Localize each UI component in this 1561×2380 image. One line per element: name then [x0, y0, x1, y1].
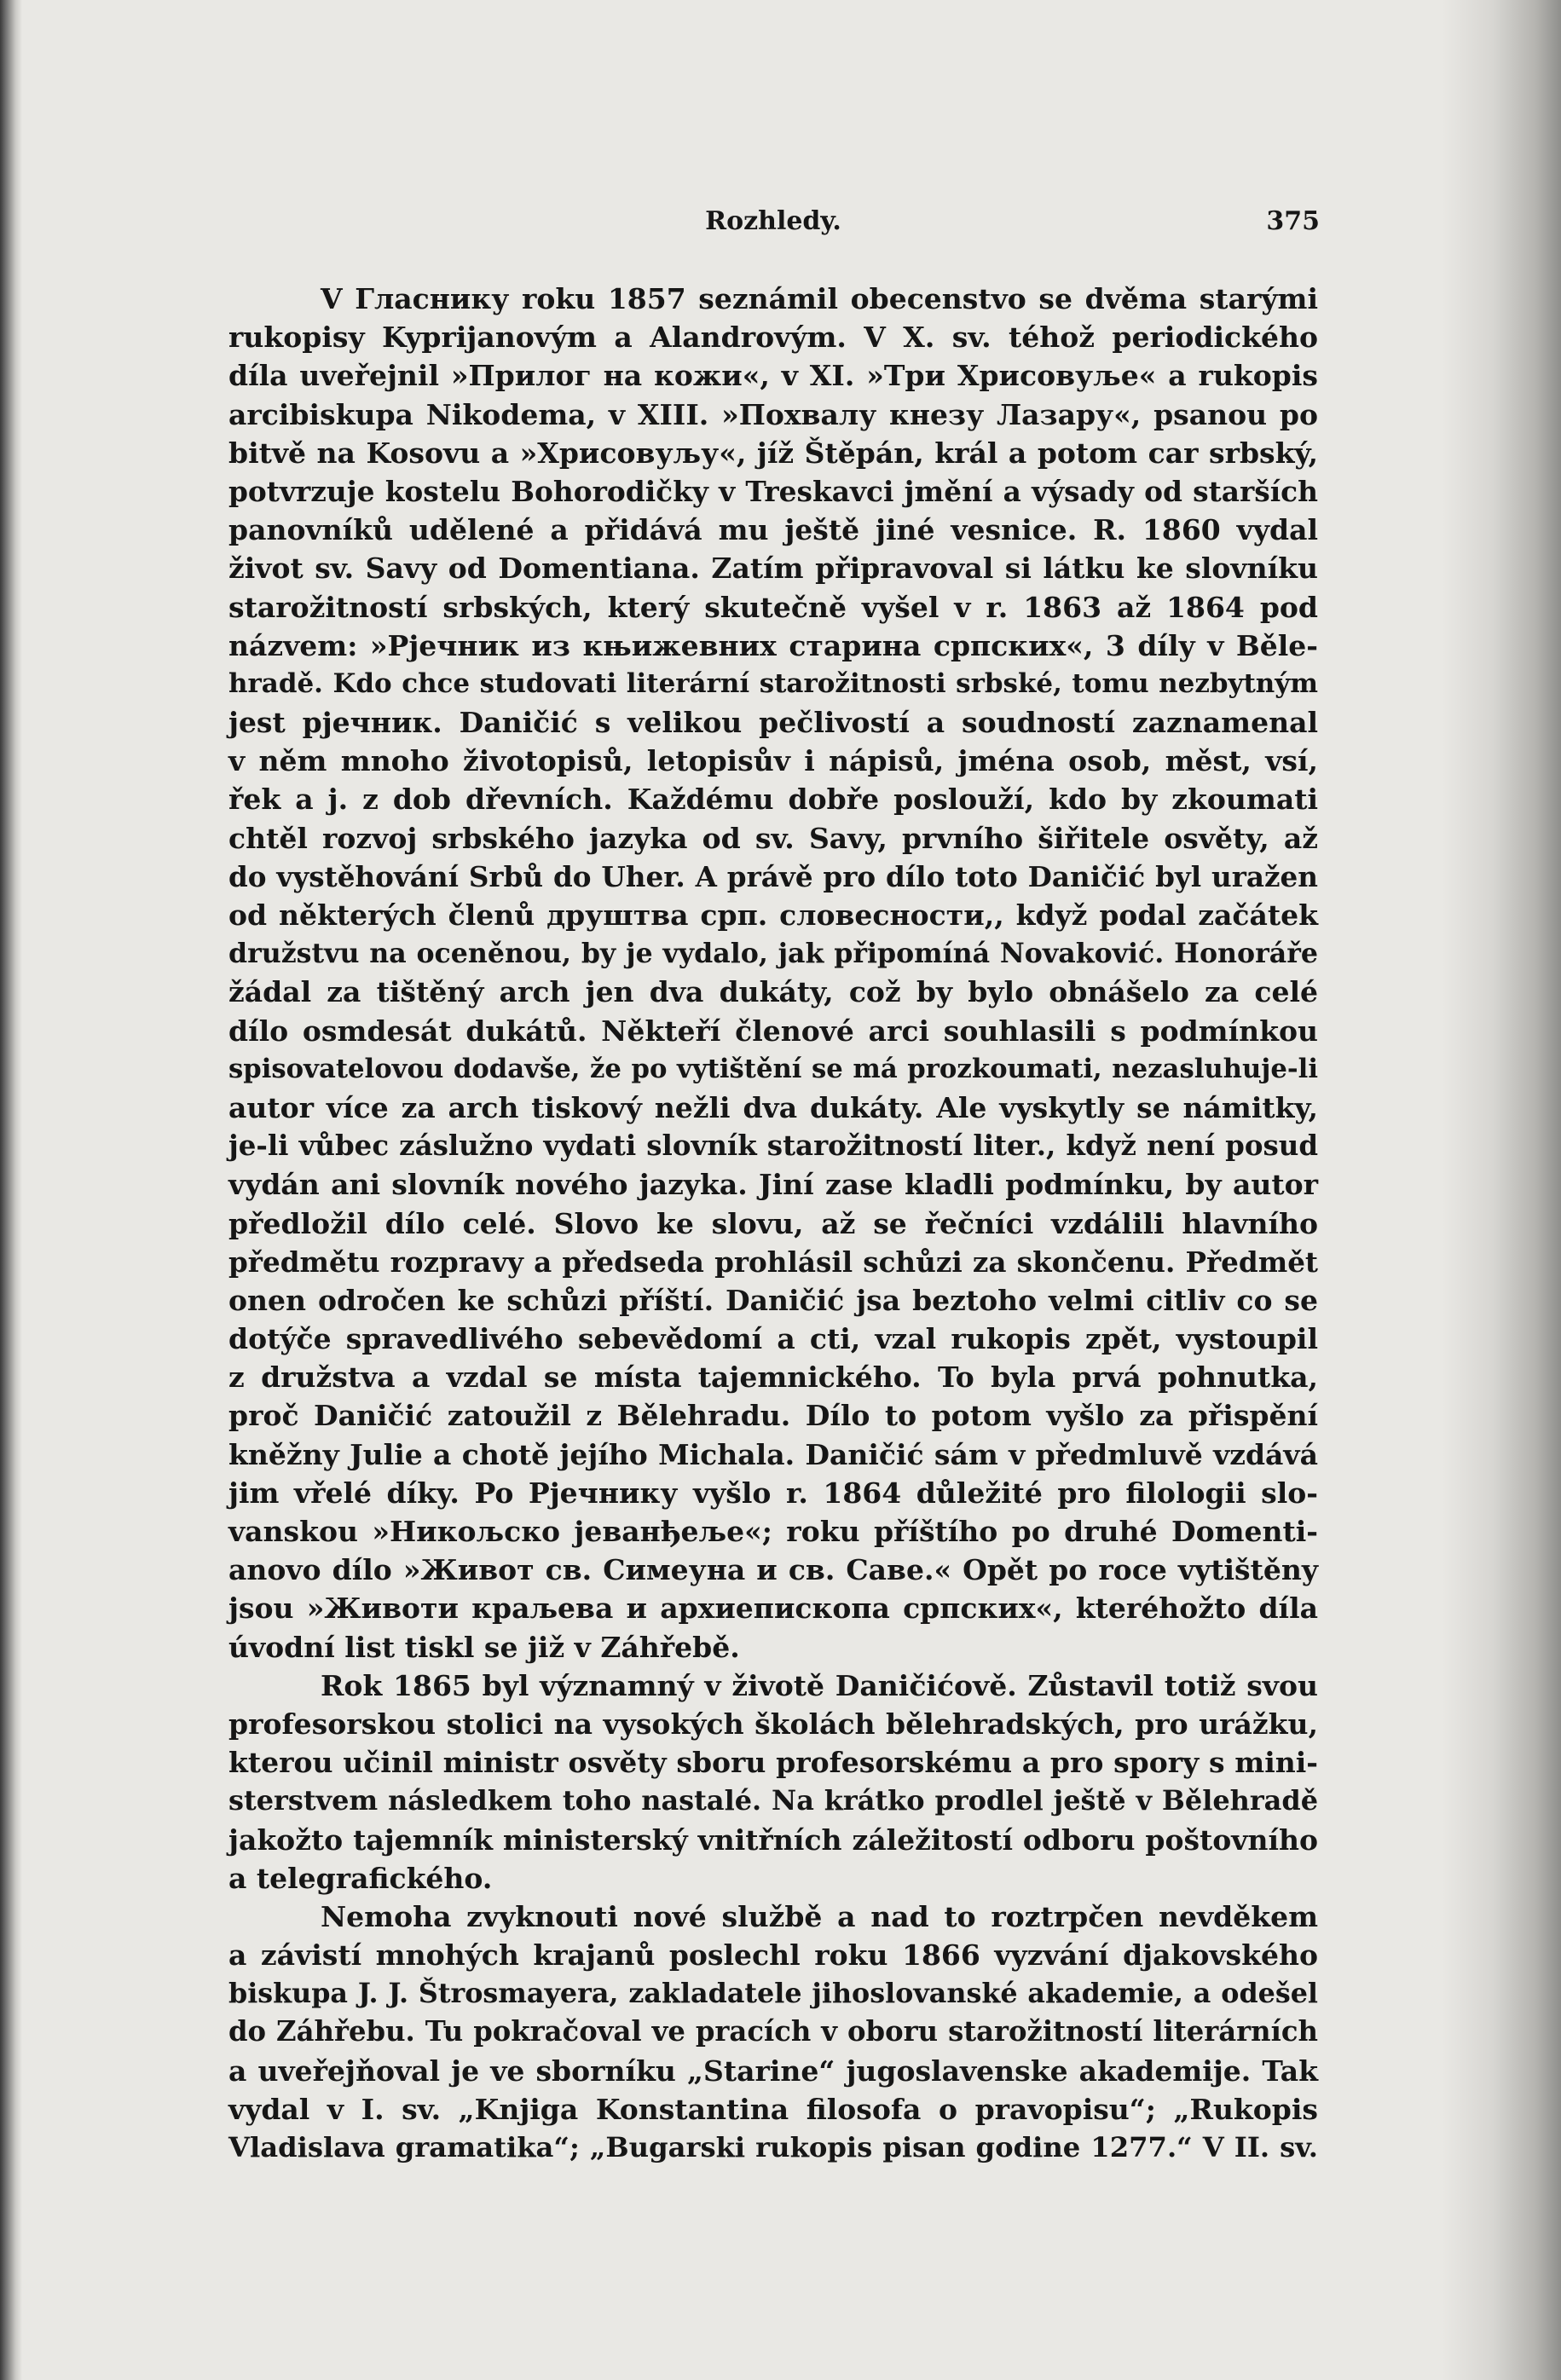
- text-line: žádal za tištěný arch jen dva dukáty, což by bylo obnášelo za celé: [228, 975, 1318, 1009]
- text-line: řek a j. z dob dřevních. Každému dobře poslouží, kdo by zkoumati: [228, 783, 1318, 817]
- text-line: kněžny Julie a chotě jejího Michala. Daničić sám v předmluvě vzdává: [228, 1437, 1318, 1471]
- text-line: vanskou »Никољско јеванђеље«; roku příštího po druhé Domenti-: [228, 1515, 1318, 1548]
- text-line: dotýče spravedlivého sebevědomí a cti, vzal rukopis zpět, vystoupil: [228, 1322, 1318, 1356]
- text-line: do Záhřebu. Tu pokračoval ve pracích v oboru starožitností literárních: [228, 2015, 1318, 2048]
- book-page: [228, 194, 1318, 2167]
- text-line: jest рјечник. Daničić s velikou pečlivostí a soudností zaznamenal: [228, 706, 1318, 740]
- text-line: anovo dílo »Живот св. Симеуна и св. Саве.« Opět po roce vytištěny: [228, 1553, 1318, 1587]
- text-line: jakožto tajemník ministerský vnitřních záležitostí odboru poštovního: [228, 1823, 1318, 1857]
- text-line: a telegrafického.: [228, 1861, 493, 1895]
- text-line: jsou »Животи краљева и архиепископа српских«, kteréhožto díla: [228, 1591, 1318, 1626]
- scan-shadow-right: [1442, 0, 1561, 2380]
- text-line: rukopisy Kyprijanovým a Alandrovým. V X. sv. téhož periodického: [228, 321, 1318, 355]
- text-line: předložil dílo celé. Slovo ke slovu, až se řečníci vzdálili hlavního: [228, 1206, 1318, 1240]
- scan-shadow-left: [0, 0, 22, 2380]
- text-line: a uveřejňoval je ve sborníku „Starine“ jugoslavenske akademije. Tak: [228, 2054, 1318, 2088]
- text-line: v něm mnoho životopisů, letopisův i nápisů, jména osob, měst, vsí,: [228, 744, 1318, 778]
- text-line: díla uveřejnil »Прилог на кожи«, v XI. »Три Хрисовуље« a rukopis: [228, 359, 1318, 393]
- text-line: proč Daničić zatoužil z Bělehradu. Dílo to potom vyšlo za přispění: [228, 1399, 1318, 1433]
- text-line: spisovatelovou dodavše, že po vytištění se má prozkoumati, nezasluhuje-li: [228, 1053, 1318, 1084]
- text-line: bitvě na Kosovu a »Хрисовуљу«, jíž Štěpán, král a potom car srbský,: [228, 436, 1318, 470]
- text-line: předmětu rozpravy a předseda prohlásil schůzi za skončenu. Předmět: [228, 1245, 1318, 1279]
- page-number: 375: [1266, 206, 1320, 236]
- text-line: názvem: »Рјечник из књижевних старина српских«, 3 díly v Běle-: [228, 628, 1318, 662]
- text-line: vydal v I. sv. „Knjiga Konstantina filosofa o pravopisu“; „Rukopis: [228, 2092, 1318, 2126]
- text-line: panovníků udělené a přidává mu ještě jiné vesnice. R. 1860 vydal: [228, 513, 1318, 547]
- text-line: arcibiskupa Nikodema, v XIII. »Похвалу кнезу Лазару«, psanou po: [228, 397, 1318, 431]
- text-line: Rok 1865 byl významný v životě Daničićově. Zůstavil totiž svou: [321, 1668, 1318, 1702]
- text-line: onen odročen ke schůzi příští. Daničić jsa beztoho velmi citliv co se: [228, 1283, 1318, 1317]
- text-line: Nemoha zvyknouti nové službě a nad to roztrpčen nevděkem: [321, 1899, 1318, 1933]
- text-line: družstvu na oceněnou, by je vydalo, jak připomíná Novaković. Honoráře: [228, 938, 1318, 970]
- text-line: jim vřelé díky. Po Рјечнику vyšlo r. 1864 důležité pro filologii slo-: [228, 1476, 1318, 1510]
- text-line: život sv. Savy od Domentiana. Zatím připravoval si látku ke slovníku: [228, 552, 1318, 586]
- text-line: vydán ani slovník nového jazyka. Jiní zase kladli podmínku, by autor: [228, 1168, 1318, 1202]
- text-line: z družstva a vzdal se místa tajemnického. To byla prvá pohnutka,: [228, 1360, 1318, 1395]
- text-line: úvodní list tiskl se již v Záhřebě.: [228, 1630, 740, 1664]
- text-line: a závistí mnohých krajanů poslechl roku 1866 vyzvání djakovského: [228, 1938, 1318, 1973]
- text-line: od některých členů друштва срп. словесности,, když podal začátek: [228, 898, 1318, 932]
- body-text: [228, 280, 1318, 2167]
- text-line: je-li vůbec záslužno vydati slovník starožitností liter., když není posud: [228, 1129, 1318, 1163]
- text-line: dílo osmdesát dukátů. Někteří členové arci souhlasili s podmínkou: [228, 1014, 1318, 1048]
- text-line: V Гласнику roku 1857 seznámil obecenstvo se dvěma starými: [321, 282, 1318, 315]
- text-line: starožitností srbských, který skutečně vyšel v r. 1863 až 1864 pod: [228, 590, 1318, 624]
- page-header: [228, 194, 1318, 246]
- text-line: profesorskou stolici na vysokých školách bělehradských, pro urážku,: [228, 1707, 1318, 1741]
- text-line: do vystěhování Srbů do Uher. A právě pro dílo toto Daničić byl uražen: [228, 859, 1318, 893]
- text-line: Vladislava gramatika“; „Bugarski rukopis pisan godine 1277.“ V II. sv.: [228, 2131, 1318, 2163]
- text-line: hradě. Kdo chce studovati literární starožitnosti srbské, tomu nezbytným: [228, 667, 1318, 699]
- running-head: Rozhledy.: [705, 206, 841, 236]
- text-line: kterou učinil ministr osvěty sboru profesorskému a pro spory s mini-: [228, 1746, 1318, 1780]
- text-line: chtěl rozvoj srbského jazyka od sv. Savy, prvního šiřitele osvěty, až: [228, 821, 1318, 855]
- text-line: biskupa J. J. Štrosmayera, zakladatele jihoslovanské akademie, a odešel: [228, 1978, 1318, 2010]
- text-line: sterstvem následkem toho nastalé. Na krátko prodlel ještě v Bělehradě: [228, 1784, 1318, 1817]
- text-line: autor více za arch tiskový nežli dva dukáty. Ale vyskytly se námitky,: [228, 1090, 1318, 1124]
- text-line: potvrzuje kostelu Bohorodičky v Treskavci jmění a výsady od starších: [228, 474, 1318, 508]
